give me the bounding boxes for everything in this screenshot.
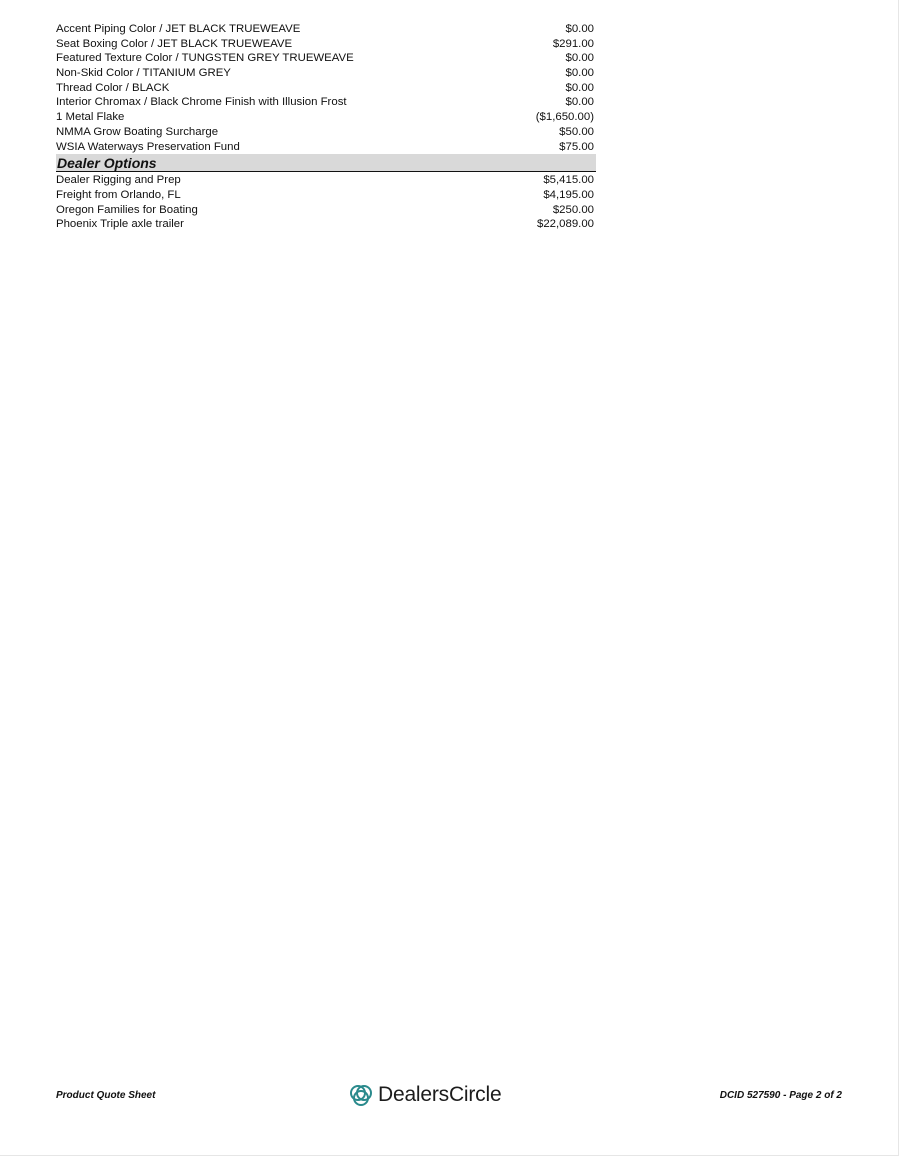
- line-item-label: Thread Color / BLACK: [56, 81, 170, 94]
- dealer-option-item: [56, 188, 596, 203]
- line-item-price: $0.00: [565, 23, 594, 35]
- dealer-options-header: Dealer Options: [56, 154, 596, 172]
- line-item-label: Non-Skid Color / TITANIUM GREY: [56, 67, 231, 80]
- line-item-price: $0.00: [565, 81, 594, 94]
- line-item: [56, 37, 596, 52]
- dealer-option-label: Oregon Families for Boating: [56, 203, 198, 216]
- footer-page-info: DCID 527590 - Page 2 of 2: [719, 1090, 842, 1101]
- line-item-price: $291.00: [552, 37, 594, 50]
- line-item: [56, 95, 596, 110]
- dealer-option-label: Phoenix Triple axle trailer: [56, 218, 184, 231]
- line-item-label: NMMA Grow Boating Surcharge: [56, 125, 219, 138]
- dealerscircle-logo: [348, 1083, 501, 1107]
- line-item: [56, 140, 596, 155]
- dealerscircle-logo-icon: [348, 1083, 374, 1107]
- line-item-label: Featured Texture Color / TUNGSTEN GREY TRUEWEAVE: [56, 52, 354, 65]
- line-item-label: Accent Piping Color / JET BLACK TRUEWEAVE: [56, 23, 301, 35]
- line-items-list: [56, 22, 596, 232]
- line-item-price: $50.00: [559, 125, 594, 138]
- line-item: [56, 22, 596, 37]
- line-item: [56, 51, 596, 66]
- line-item-label: Interior Chromax / Black Chrome Finish with Illusion Frost: [56, 96, 347, 109]
- line-item-label: WSIA Waterways Preservation Fund: [56, 140, 240, 153]
- line-item: [56, 110, 596, 125]
- dealer-option-item: [56, 217, 596, 232]
- dealer-option-price: $22,089.00: [536, 218, 594, 231]
- dealer-option-price: $4,195.00: [543, 188, 594, 201]
- line-item: [56, 66, 596, 81]
- line-item-price: $75.00: [559, 140, 594, 153]
- line-item-label: 1 Metal Flake: [56, 111, 125, 124]
- dealer-option-label: Freight from Orlando, FL: [56, 188, 181, 201]
- footer-document-title: Product Quote Sheet: [56, 1090, 156, 1101]
- dealer-option-item: [56, 203, 596, 218]
- line-item: [56, 125, 596, 140]
- line-item-price: ($1,650.00): [535, 111, 594, 124]
- dealer-option-item: [56, 173, 596, 188]
- line-item-label: Seat Boxing Color / JET BLACK TRUEWEAVE: [56, 37, 293, 50]
- line-item-price: $0.00: [565, 96, 594, 109]
- dealer-option-price: $5,415.00: [543, 174, 594, 187]
- logo-text: DealersCircle: [378, 1083, 502, 1106]
- line-item: [56, 81, 596, 96]
- dealer-option-label: Dealer Rigging and Prep: [56, 174, 181, 187]
- line-item-price: $0.00: [565, 67, 594, 80]
- dealer-option-price: $250.00: [552, 203, 594, 216]
- line-item-price: $0.00: [565, 52, 594, 65]
